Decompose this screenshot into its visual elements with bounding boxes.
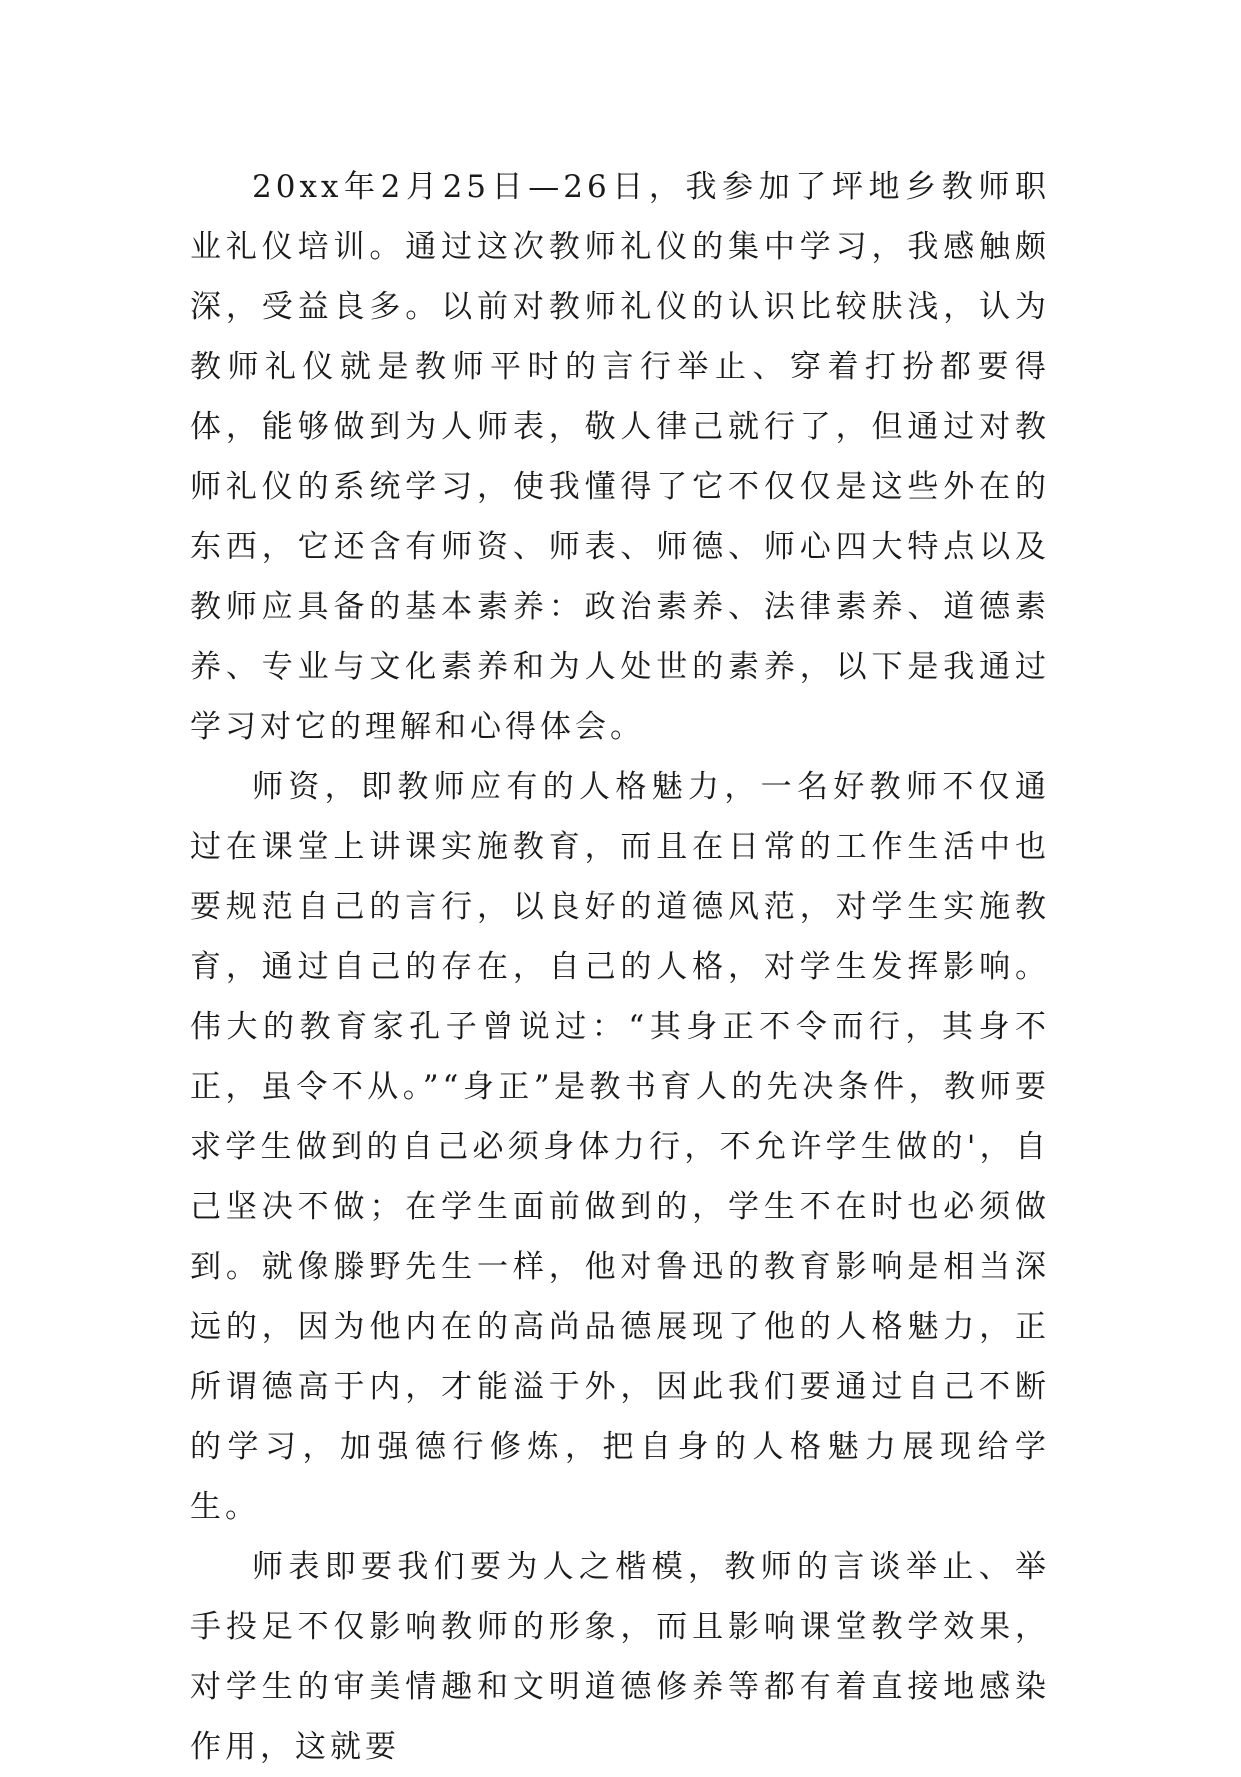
paragraph-teacher-qualities: 师资，即教师应有的人格魅力，一名好教师不仅通过在课堂上讲课实施教育，而且在日常的工作生活中也要规范自己的言行，以良好的道德风范，对学生实施教育，通过自己的存在，自己的人格，对学生发挥影响。伟大的教育家孔子曾说过：“其身正不令而行，其身不正，虽令不从。”“身正”是教书育人的先决条件，教师要求学生做到的自己必须身体力行，不允许学生做的'，自己坚决不做；在学生面前做到的，学生不在时也必须做到。就像滕野先生一样，他对鲁迅的教育影响是相当深远的，因为他内在的高尚品德展现了他的人格魅力，正所谓德高于内，才能溢于外，因此我们要通过自己不断的学习，加强德行修炼，把自身的人格魅力展现给学生。	[190, 769, 1050, 1525]
paragraph-training-intro: 20xx年2月25日—26日，我参加了坪地乡教师职业礼仪培训。通过这次教师礼仪的集中学习，我感触颇深，受益良多。以前对教师礼仪的认识比较肤浅，认为教师礼仪就是教师平时的言行举止、穿着打扮都要得体，能够做到为人师表，敬人律己就行了，但通过对教师礼仪的系统学习，使我懂得了它不仅仅是这些外在的东西，它还含有师资、师表、师德、师心四大特点以及教师应具备的基本素养：政治素养、法律素养、道德素养、专业与文化素养和为人处世的素养，以下是我通过学习对它的理解和心得体会。	[190, 169, 1050, 745]
document-body	[190, 157, 1050, 1777]
paragraph-teacher-model: 师表即要我们要为人之楷模，教师的言谈举止、举手投足不仅影响教师的形象，而且影响课堂教学效果，对学生的审美情趣和文明道德修养等都有着直接地感染作用，这就要	[190, 1549, 1050, 1765]
